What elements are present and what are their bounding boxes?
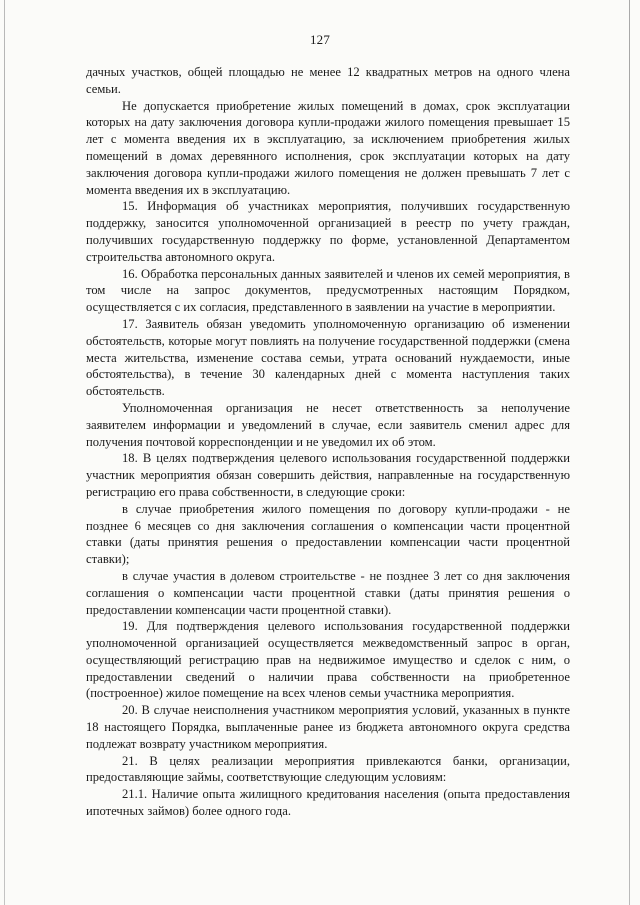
- paragraph-15: 15. Информация об участниках мероприятия, получивших государственную поддержку, заносится уполномоченной организацией в реестр по учету граждан, получивших государственную поддержку по форме, установленной Департаментом строительства автономного округа.: [86, 199, 570, 264]
- paragraph-liability: Уполномоченная организация не несет ответственность за неполучение заявителем информации и уведомлений в случае, если заявитель сменил адрес для получения почтовой корреспонденции и не уведомил их об этом.: [86, 400, 570, 449]
- paragraph-16: 16. Обработка персональных данных заявителей и членов их семей мероприятия, в том числе на запрос документов, предусмотренных настоящим Порядком, осуществляется с их согласия, представленного в заявлении на участие в мероприятии.: [86, 266, 570, 315]
- page-right-edge: [629, 0, 630, 905]
- paragraph-21: 21. В целях реализации мероприятия привлекаются банки, организации, предоставляющие займы, соответствующие следующим условиям:: [86, 753, 570, 785]
- page-left-edge: [4, 0, 5, 905]
- paragraph-18-purchase-term: в случае приобретения жилого помещения по договору купли-продажи - не позднее 6 месяцев со дня заключения соглашения о компенсации части процентной ставки (даты принятия решения о предоставлении компенсации части процентной ставки);: [86, 501, 570, 567]
- document-body: [86, 64, 570, 820]
- paragraph-18: 18. В целях подтверждения целевого использования государственной поддержки участник мероприятия обязан совершить действия, направленные на государственную регистрацию его права собственности, в следующие сроки:: [86, 451, 570, 499]
- paragraph-19: 19. Для подтверждения целевого использования государственной поддержки уполномоченной организацией осуществляется межведомственный запрос в орган, осуществляющий регистрацию прав на недвижимое имущество и сделок с ним, о предоставлении сведений о наличии права собственности на приобретенное (построенное) жилое помещение на всех членов семьи участника мероприятия.: [86, 619, 570, 701]
- paragraph-continuation: дачных участков, общей площадью не менее 12 квадратных метров на одного члена семьи.: [86, 65, 570, 96]
- paragraph-housing-restriction: Не допускается приобретение жилых помещений в домах, срок эксплуатации которых на дату заключения договора купли-продажи жилого помещения превышает 15 лет с момента введения их в эксплуатацию, за исключением приобретения жилых помещений в домах деревянного исполнения, срок эксплуатации которых на дату заключения договора купли-продажи жилого помещения не должен превышать 7 лет с момента введения их в эксплуатацию.: [86, 98, 570, 197]
- paragraph-21-1: 21.1. Наличие опыта жилищного кредитования населения (опыта предоставления ипотечных займов) более одного года.: [86, 787, 570, 819]
- paragraph-18-shared-construction-term: в случае участия в долевом строительстве - не позднее 3 лет со дня заключения соглашения о компенсации части процентной ставки (даты принятия решения о предоставлении компенсации части процентной ставки).: [86, 568, 570, 617]
- page-number: 127: [309, 32, 331, 47]
- paragraph-20: 20. В случае неисполнения участником мероприятия условий, указанных в пункте 18 настоящего Порядка, выплаченные ранее из бюджета автономного округа средства подлежат возврату участником мероприятия.: [86, 703, 570, 751]
- paragraph-17: 17. Заявитель обязан уведомить уполномоченную организацию об изменении обстоятельств, которые могут повлиять на получение государственной поддержки (смена места жительства, изменение состава семьи, утрата оснований нуждаемости, иные обстоятельства), в течение 30 календарных дней с момента наступления таких обстоятельств.: [86, 316, 570, 399]
